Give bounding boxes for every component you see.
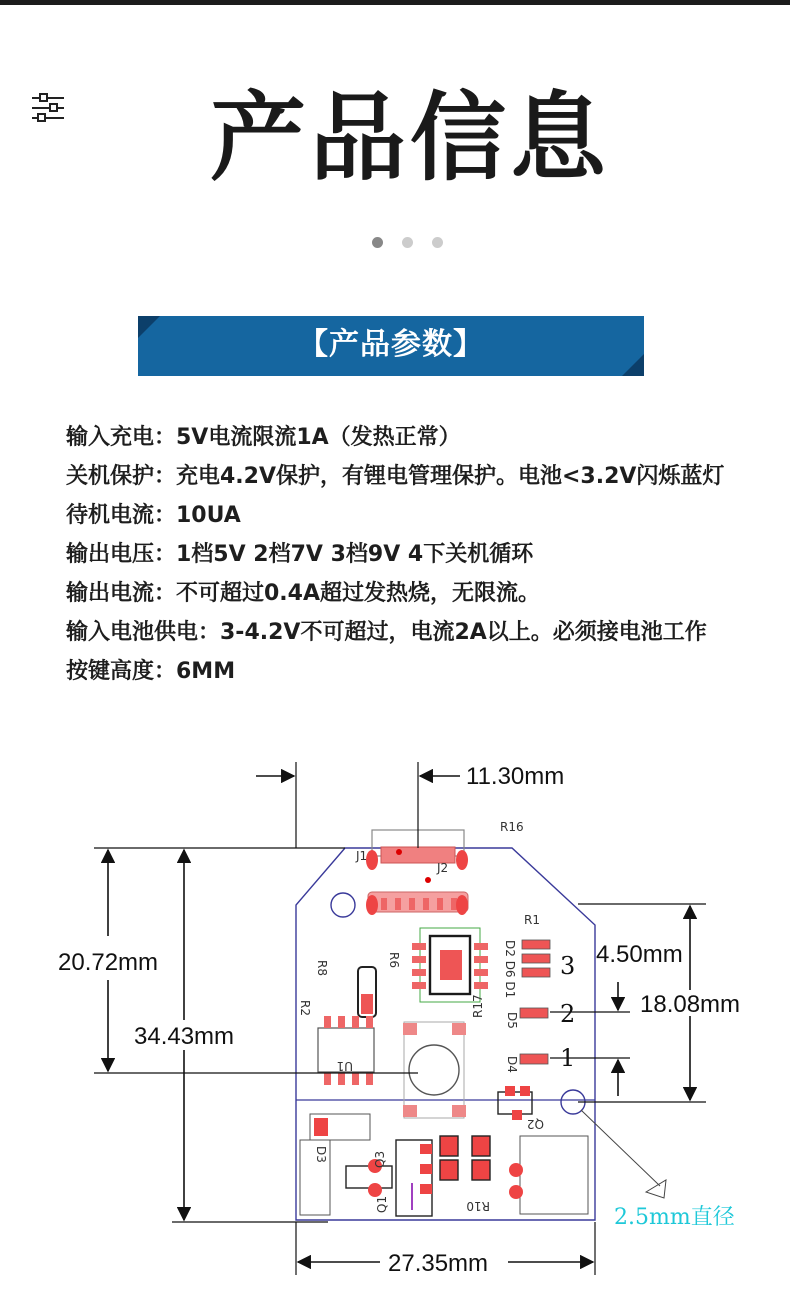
silk-q2: Q2	[526, 1117, 544, 1131]
mode-label-2: 2	[560, 1000, 576, 1028]
spec-battery-supply: 输入电池供电：3-4.2V不可超过，电流2A以上。必须接电池工作	[66, 620, 707, 645]
pcb-diagram	[0, 740, 790, 1300]
silk-q1: Q1	[375, 1195, 389, 1213]
silk-r2: R2	[298, 1000, 312, 1016]
dim-total-height: 34.43mm	[134, 1023, 235, 1050]
silk-r16: R16	[500, 820, 524, 834]
spec-button-height: 按键高度：6MM	[66, 659, 236, 684]
spec-output-current: 输出电流：不可超过0.4A超过发热烧，无限流。	[66, 581, 541, 606]
dim-side-height: 20.72mm	[58, 949, 159, 976]
carousel-dot-1[interactable]	[372, 237, 383, 248]
mode-label-1: 1	[560, 1044, 576, 1072]
section-title: 【产品参数】	[298, 327, 484, 362]
carousel-dot-3[interactable]	[432, 237, 443, 248]
silk-r10: R10	[466, 1199, 490, 1213]
silk-j2: J2	[437, 861, 449, 875]
silk-d5: D5	[505, 1012, 519, 1029]
silk-r1: R1	[524, 913, 540, 927]
page-title: 产品信息	[210, 82, 610, 194]
spec-output-voltage: 输出电压：1档5V 2档7V 3档9V 4下关机循环	[66, 542, 534, 567]
mount-hole-left	[331, 893, 355, 917]
dim-right-upper: 4.50mm	[596, 941, 683, 968]
spec-input-charge: 输入充电：5V电流限流1A（发热正常）	[66, 425, 461, 450]
dim-hole-diameter: 2.5mm直径	[614, 1205, 735, 1230]
top-bar	[0, 0, 790, 5]
dim-usb-offset: 11.30mm	[466, 763, 565, 790]
carousel-dots	[372, 237, 452, 249]
dim-right-height: 18.08mm	[640, 991, 741, 1018]
silk-r17: R17	[471, 994, 485, 1018]
silk-r8: R8	[315, 960, 329, 976]
silk-led-group: D2 D6 D1	[503, 940, 517, 999]
push-button	[404, 1022, 464, 1118]
spec-standby-current: 待机电流：10UA	[66, 503, 241, 528]
dim-width: 27.35mm	[388, 1250, 489, 1277]
silk-d4: D4	[505, 1056, 519, 1073]
carousel-dot-2[interactable]	[402, 237, 413, 248]
silk-q3: Q3	[373, 1150, 387, 1168]
spec-list	[66, 418, 786, 691]
silk-j1: J1	[356, 849, 368, 863]
silk-r6: R6	[387, 952, 401, 968]
silk-u1: U1	[336, 1059, 353, 1073]
silk-d3: D3	[314, 1146, 328, 1163]
spec-shutdown-protection: 关机保护：充电4.2V保护，有锂电管理保护。电池<3.2V闪烁蓝灯	[66, 464, 725, 489]
mode-label-3: 3	[560, 952, 576, 980]
